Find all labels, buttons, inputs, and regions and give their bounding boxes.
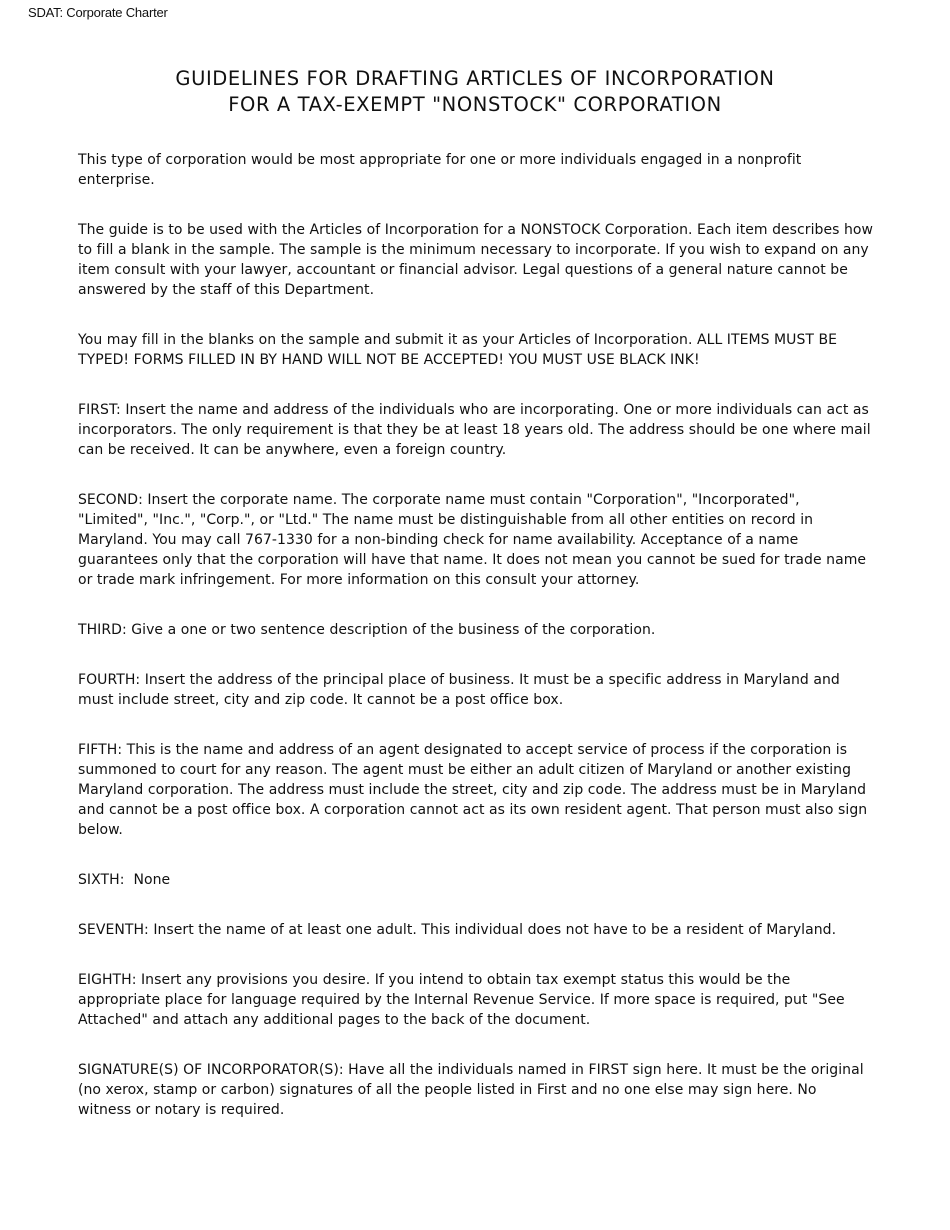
item-text-third: Give a one or two sentence description of the business of the corporation. (126, 622, 656, 638)
item-signatures (78, 1060, 874, 1120)
item-first (78, 400, 874, 460)
page-title (0, 66, 950, 118)
typing-requirement-paragraph (78, 330, 874, 370)
intro-paragraph (78, 150, 874, 190)
item-text-eighth: Insert any provisions you desire. If you intend to obtain tax exempt status this would be the appropriate place for language required by the Internal Revenue Service. If more space is required, put "See Attached" and attach any additional pages to the back of the document. (78, 972, 845, 1028)
item-third (78, 620, 874, 640)
item-eighth (78, 970, 874, 1030)
page-title-line-1: GUIDELINES FOR DRAFTING ARTICLES OF INCORPORATION (175, 67, 775, 90)
paragraph-text: This type of corporation would be most appropriate for one or more individuals engaged in a nonprofit enterprise. (78, 152, 802, 188)
paragraph-text: You may fill in the blanks on the sample and submit it as your Articles of Incorporation. ALL ITEMS MUST BE TYPED! FORMS FILLED IN BY HAND WILL NOT BE ACCEPTED! YOU MUST USE BLACK INK! (78, 332, 838, 368)
running-header: SDAT: Corporate Charter (28, 5, 168, 20)
item-fourth (78, 670, 874, 710)
item-second (78, 490, 874, 590)
item-label-first: FIRST: (78, 402, 121, 418)
item-label-sixth: SIXTH: (78, 872, 125, 888)
page-title-line-2: FOR A TAX-EXEMPT "NONSTOCK" CORPORATION (228, 93, 722, 116)
item-label-seventh: SEVENTH: (78, 922, 149, 938)
item-label-signatures: SIGNATURE(S) OF INCORPORATOR(S): (78, 1062, 344, 1078)
item-text-fifth: This is the name and address of an agent designated to accept service of process if the corporation is summoned to court for any reason. The agent must be either an adult citizen of Maryland or another existing Maryland corporation. The address must include the street, city and zip code. The address must be in Maryland and cannot be a post office box. A corporation cannot act as its own resident agent. That person must also sign below. (78, 742, 868, 838)
item-text-signatures: Have all the individuals named in FIRST sign here. It must be the original (no xerox, stamp or carbon) signatures of all the people listed in First and no one else may sign here. No witness or notary is required. (78, 1062, 864, 1118)
item-text-seventh: Insert the name of at least one adult. This individual does not have to be a resident of Maryland. (148, 922, 837, 938)
item-text-second: Insert the corporate name. The corporate name must contain "Corporation", "Incorporated", "Limited", "Inc.", "Corp.", or "Ltd." The name must be distinguishable from all other entities on record in Maryland. You may call 767-1330 for a non-binding check for name availability. Acceptance of a name guarantees only that the corporation will have that name. It does not mean you cannot be sued for trade name or trade mark infringement. For more information on this consult your attorney. (78, 492, 867, 588)
item-label-eighth: EIGHTH: (78, 972, 137, 988)
item-label-fifth: FIFTH: (78, 742, 123, 758)
item-label-third: THIRD: (78, 622, 127, 638)
item-label-second: SECOND: (78, 492, 143, 508)
item-text-first: Insert the name and address of the individuals who are incorporating. One or more individuals can act as incorporators. The only requirement is that they be at least 18 years old. The address should be one where mail can be received. It can be anywhere, even a foreign country. (78, 402, 871, 458)
paragraph-text: The guide is to be used with the Articles of Incorporation for a NONSTOCK Corporation. Each item describes how to fill a blank in the sample. The sample is the minimum necessary to incorporate. If you wish to expand on any item consult with your lawyer, accountant or financial advisor. Legal questions of a general nature cannot be answered by the staff of this Department. (78, 222, 874, 298)
item-fifth (78, 740, 874, 840)
guidelines-body (78, 150, 874, 1150)
item-text-fourth: Insert the address of the principal place of business. It must be a specific address in Maryland and must include street, city and zip code. It cannot be a post office box. (78, 672, 840, 708)
item-text-sixth: None (124, 872, 171, 888)
item-seventh (78, 920, 874, 940)
item-label-fourth: FOURTH: (78, 672, 141, 688)
item-sixth (78, 870, 874, 890)
guide-usage-paragraph (78, 220, 874, 300)
